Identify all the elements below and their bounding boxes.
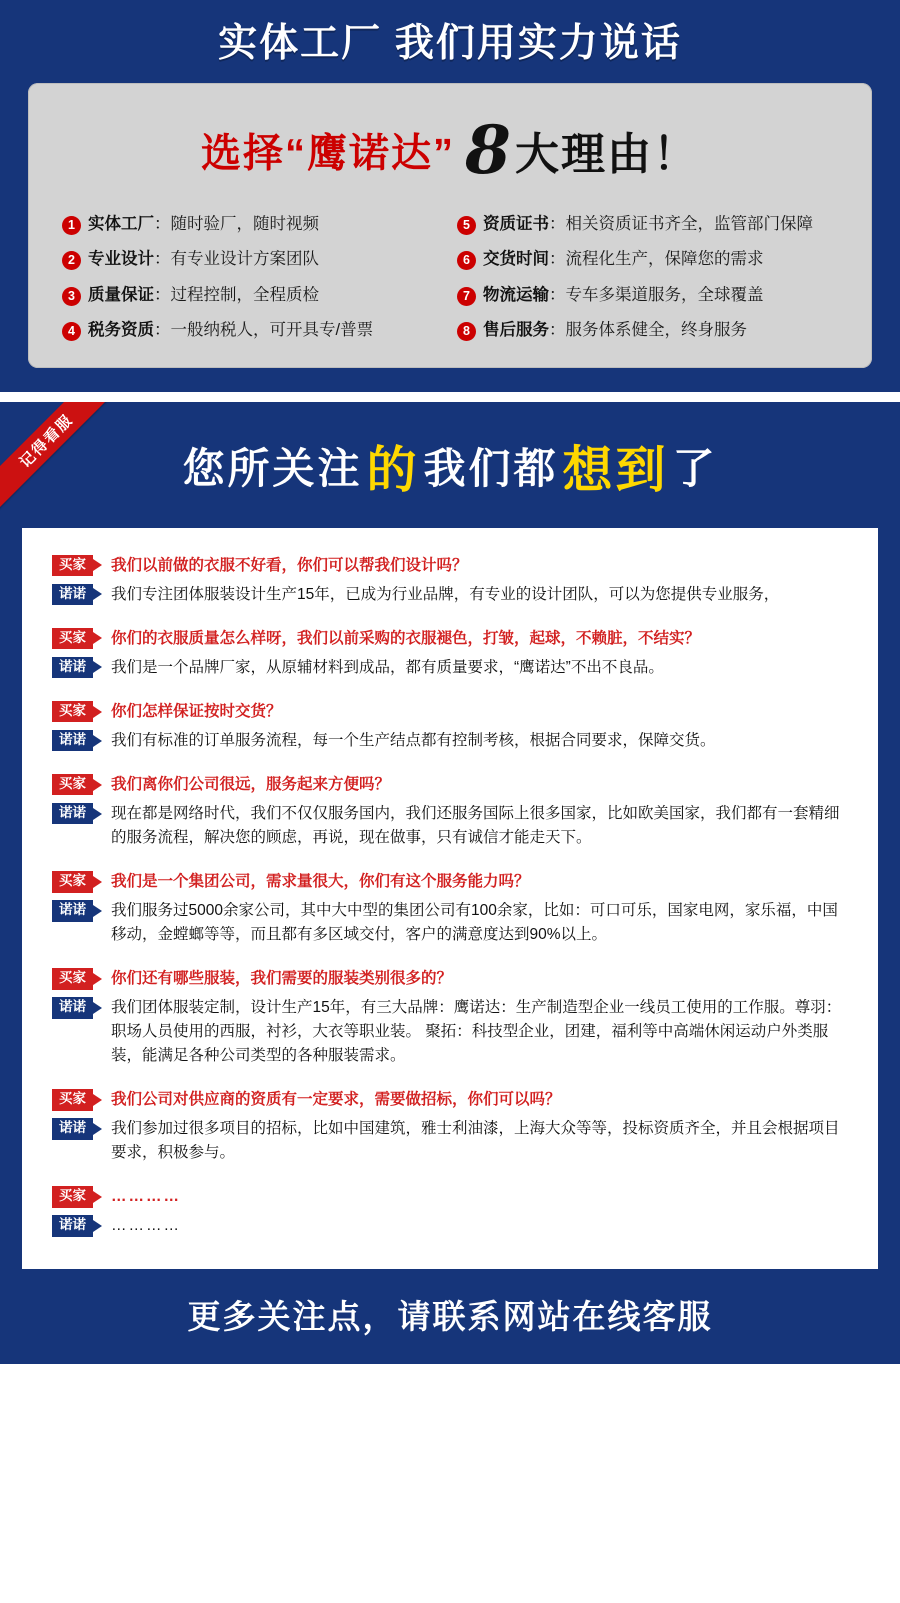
question-row — [52, 1185, 852, 1209]
reason-item — [62, 248, 449, 270]
reason-value: 过程控制，全程质检 — [170, 285, 319, 304]
reason-number-badge: 3 — [62, 287, 81, 306]
reason-item — [457, 248, 844, 270]
reasons-title-brand: 选择“鹰诺达” — [201, 131, 456, 176]
reason-separator: ： — [549, 250, 566, 269]
answer-row — [52, 802, 852, 850]
reasons-section — [0, 0, 900, 392]
reason-number-badge: 1 — [62, 216, 81, 235]
answer-row — [52, 1117, 852, 1165]
buyer-tag: 买家 — [52, 871, 93, 893]
reason-value: 一般纳税人，可开具专/普票 — [170, 321, 374, 340]
reasons-card — [28, 83, 872, 368]
reply-tag: 诺诺 — [52, 1118, 93, 1140]
qa-block — [52, 627, 852, 680]
buyer-tag: 买家 — [52, 774, 93, 796]
qa-block — [52, 700, 852, 753]
reason-separator: ： — [549, 285, 566, 304]
answer-text: 我们服务过5000余家公司，其中大中型的集团公司有100余家，比如：可口可乐，国家电网，家乐福，中国移动，金螳螂等等，而且都有多区域交付，客户的满意度达到90%以上。 — [111, 901, 838, 943]
question-text: 我们公司对供应商的资质有一定要求，需要做招标，你们可以吗？ — [111, 1090, 561, 1108]
question-row — [52, 554, 852, 578]
reason-value: 有专业设计方案团队 — [170, 250, 319, 269]
reason-number-badge: 8 — [457, 322, 476, 341]
qa-block — [52, 773, 852, 850]
buyer-tag: 买家 — [52, 555, 93, 577]
reason-value: 随时验厂，随时视频 — [170, 214, 319, 233]
reason-item — [457, 284, 844, 306]
qa-block — [52, 967, 852, 1068]
question-row — [52, 870, 852, 894]
reasons-title — [54, 105, 846, 209]
reason-number-badge: 4 — [62, 322, 81, 341]
reason-key: 物流运输 — [483, 285, 549, 304]
reason-key: 税务资质 — [88, 321, 154, 340]
reason-text — [88, 319, 373, 341]
question-text: 你们还有哪些服装，我们需要的服装类别很多的？ — [111, 969, 453, 987]
reason-number-badge: 7 — [457, 287, 476, 306]
reply-tag: 诺诺 — [52, 584, 93, 606]
faq-card — [22, 528, 878, 1269]
reason-key: 专业设计 — [88, 250, 154, 269]
reason-number-badge: 5 — [457, 216, 476, 235]
question-text: 我们离你们公司很远，服务起来方便吗？ — [111, 775, 391, 793]
reasons-title-suffix: 大理由！ — [514, 129, 699, 179]
question-text: ………… — [111, 1187, 181, 1205]
faq-headline-part5: 了 — [672, 444, 718, 492]
reply-tag: 诺诺 — [52, 730, 93, 752]
section-divider — [0, 392, 900, 402]
reason-number-badge: 6 — [457, 251, 476, 270]
faq-headline-part2: 的 — [366, 441, 420, 498]
question-row — [52, 700, 852, 724]
reasons-title-number: 8 — [465, 110, 511, 189]
reason-key: 质量保证 — [88, 285, 154, 304]
question-row — [52, 773, 852, 797]
answer-row — [52, 996, 852, 1068]
reason-separator: ： — [154, 214, 171, 233]
reason-key: 交货时间 — [483, 250, 549, 269]
answer-row — [52, 1214, 852, 1238]
faq-section — [0, 402, 900, 1364]
reason-item — [457, 213, 844, 235]
answer-row — [52, 656, 852, 680]
reason-item — [62, 213, 449, 235]
reply-tag: 诺诺 — [52, 997, 93, 1019]
answer-text: 现在都是网络时代，我们不仅仅服务国内，我们还服务国际上很多国家，比如欧美国家，我们都有一套精细的服务流程，解决您的顾虑，再说，现在做事，只有诚信才能走天下。 — [111, 804, 840, 846]
qa-block — [52, 870, 852, 947]
qa-block — [52, 554, 852, 607]
answer-text: 我们有标准的订单服务流程，每一个生产结点都有控制考核，根据合同要求，保障交货。 — [111, 731, 716, 749]
reason-value: 专车多渠道服务，全球覆盖 — [565, 285, 764, 304]
reason-separator: ： — [549, 321, 566, 340]
faq-headline-part1: 您所关注 — [182, 444, 363, 492]
reason-text — [88, 213, 319, 235]
buyer-tag: 买家 — [52, 968, 93, 990]
reply-tag: 诺诺 — [52, 900, 93, 922]
answer-text: 我们是一个品牌厂家，从原辅材料到成品，都有质量要求，“鹰诺达”不出不良品。 — [111, 658, 664, 676]
reason-text — [483, 319, 747, 341]
faq-headline-part3: 我们都 — [423, 444, 559, 492]
answer-text: 我们参加过很多项目的招标，比如中国建筑，雅士利油漆，上海大众等等，投标资质齐全，并且会根据项目要求，积极参与。 — [111, 1119, 840, 1161]
reason-item — [62, 284, 449, 306]
qa-block — [52, 1185, 852, 1238]
answer-text: 我们团体服装定制，设计生产15年，有三大品牌：鹰诺达：生产制造型企业一线员工使用的工作服。尊羽：职场人员使用的西服，衬衫，大衣等职业装。 聚拓：科技型企业，团建，福利等中高端休闲运动户外类服装，能满足各种公司类型的各种服装需求。 — [111, 998, 842, 1064]
footer-text: 更多关注点，请联系网站在线客服 — [187, 1297, 713, 1335]
reason-text — [483, 284, 764, 306]
reason-separator: ： — [549, 214, 566, 233]
reason-text — [483, 213, 813, 235]
reason-value: 流程化生产，保障您的需求 — [565, 250, 764, 269]
reason-key: 售后服务 — [483, 321, 549, 340]
reason-text — [483, 248, 764, 270]
reply-tag: 诺诺 — [52, 1215, 93, 1237]
question-row — [52, 627, 852, 651]
reason-key: 资质证书 — [483, 214, 549, 233]
reason-text — [88, 284, 319, 306]
reply-tag: 诺诺 — [52, 657, 93, 679]
faq-headline — [0, 402, 900, 528]
reason-item — [62, 319, 449, 341]
reason-separator: ： — [154, 250, 171, 269]
reason-text — [88, 248, 319, 270]
question-text: 你们的衣服质量怎么样呀，我们以前采购的衣服褪色，打皱，起球，不赖脏，不结实？ — [111, 629, 701, 647]
reason-separator: ： — [154, 285, 171, 304]
question-text: 我们是一个集团公司，需求量很大，你们有这个服务能力吗？ — [111, 872, 530, 890]
reason-value: 服务体系健全，终身服务 — [565, 321, 747, 340]
buyer-tag: 买家 — [52, 1089, 93, 1111]
reasons-grid — [54, 209, 846, 342]
reason-separator: ： — [154, 321, 171, 340]
answer-row — [52, 729, 852, 753]
answer-row — [52, 583, 852, 607]
reason-value: 相关资质证书齐全，监管部门保障 — [565, 214, 813, 233]
qa-block — [52, 1088, 852, 1165]
question-row — [52, 1088, 852, 1112]
footer-bar — [0, 1269, 900, 1364]
reply-tag: 诺诺 — [52, 803, 93, 825]
faq-headline-part4: 想到 — [562, 441, 669, 498]
question-text: 我们以前做的衣服不好看，你们可以帮我们设计吗？ — [111, 556, 468, 574]
reasons-headline: 实体工厂 我们用实力说话 — [218, 22, 682, 65]
answer-text: 我们专注团体服装设计生产15年，已成为行业品牌，有专业的设计团队，可以为您提供专业服务， — [111, 585, 780, 603]
corner-ribbon: 记得看服 — [0, 402, 120, 514]
question-row — [52, 967, 852, 991]
buyer-tag: 买家 — [52, 628, 93, 650]
reason-key: 实体工厂 — [88, 214, 154, 233]
question-text: 你们怎样保证按时交货？ — [111, 702, 282, 720]
reason-number-badge: 2 — [62, 251, 81, 270]
buyer-tag: 买家 — [52, 701, 93, 723]
answer-row — [52, 899, 852, 947]
buyer-tag: 买家 — [52, 1186, 93, 1208]
reason-item — [457, 319, 844, 341]
answer-text: ………… — [111, 1216, 181, 1234]
